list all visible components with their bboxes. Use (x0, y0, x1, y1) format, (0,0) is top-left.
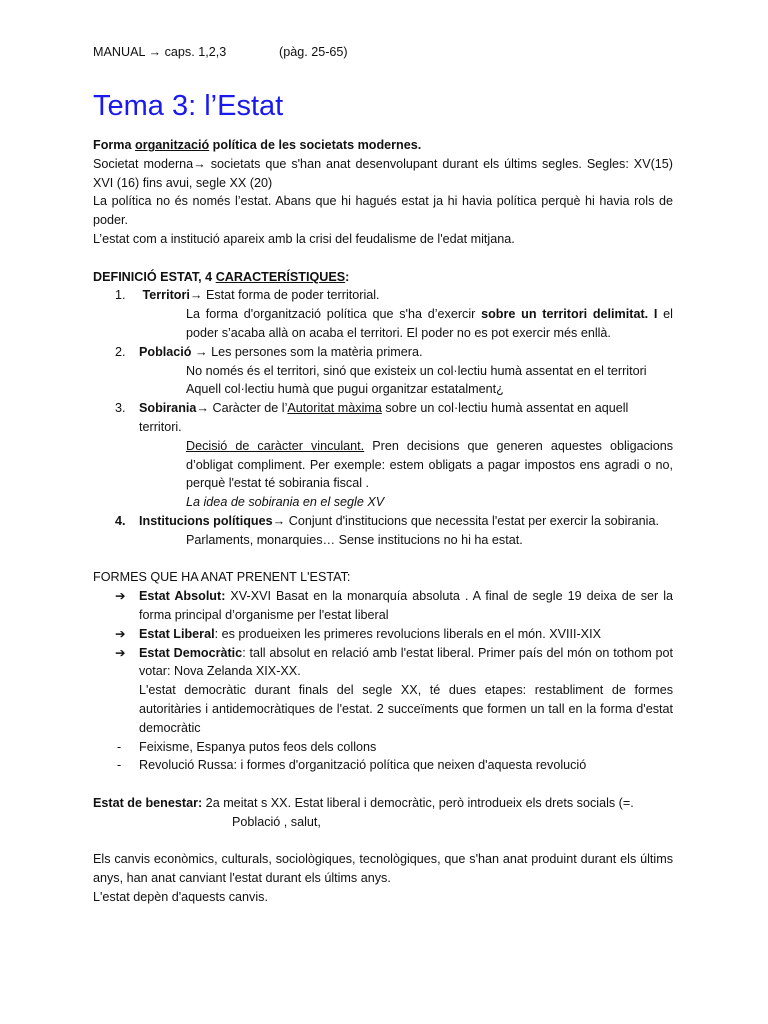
definicio-heading: DEFINICIÓ ESTAT, 4 CARACTERÍSTIQUES: (93, 269, 350, 284)
forma-estat-democratic: ➔ Estat Democràtic: tall absolut en relació amb l'estat liberal. Primer país del món on tothom pot votar: Nova Zelanda XIX-XX. (93, 644, 673, 682)
page-range: (pàg. 25-65) (279, 45, 348, 59)
arrow-bullet-icon: ➔ (115, 645, 126, 660)
estat-democratic-detail: L'estat democràtic durant finals del segle XX, té dues etapes: restabliment de formes autoritàries i antidemocràtiques de l'estat. 2 succeïments que formen un tall en la forma d'estat democràtic (139, 683, 673, 735)
document-body (93, 136, 673, 907)
institucions-detail: Parlaments, monarquies… Sense institucions no hi ha estat. (186, 532, 523, 547)
canvis-conclusion: L'estat depèn d'aquests canvis. (93, 889, 268, 904)
territori-detail: La forma d'organització política que s'ha d’exercir sobre un territori delimitat. I el poder s’acaba allà on acaba el territori. El poder no es pot exercir més enllà. (186, 307, 673, 340)
estat-benestar: Estat de benestar: 2a meitat s XX. Estat liberal i democràtic, però introdueix els drets socials (=. (93, 795, 634, 810)
definicio-item-institucions: 4. Institucions polítiques→ Conjunt d'institucions que necessita l'estat per exercir la sobirania. (115, 513, 659, 528)
forma-estat-liberal: ➔ Estat Liberal: es produeixen les primeres revolucions liberals en el món. XVIII-XIX (93, 625, 673, 644)
arrow-bullet-icon: ➔ (115, 626, 126, 641)
arrow-bullet-icon: ➔ (115, 589, 126, 604)
sobirania-detail: Decisió de caràcter vinculant. Pren decisions que generen aquestes obligacions d’obligat compliment. Per exemple: estem obligats a pagar impostos ens agradi o no, perquè l'estat té sobirania fiscal . (186, 438, 674, 491)
dash-item-revolucio-russa: - Revolució Russa: i formes d'organització política que neixen d'aquesta revolució (117, 758, 587, 773)
page-title: Tema 3: l’Estat (93, 90, 284, 122)
sobirania-note: La idea de sobirania en el segle XV (186, 495, 385, 510)
definicio-item-sobirania: 3. Sobirania→ Caràcter de l’Autoritat màxima sobre un col·lectiu humà assentat en aquell territori. (115, 401, 629, 434)
intro-societat: Societat moderna→ societats que s'han anat desenvolupant durant els últims segles. Segles: XV(15) XVI (16) fins avui, segle XX (20) (93, 156, 673, 190)
definicio-item-poblacio: 2. Població → Les persones som la matèria primera. (115, 344, 423, 359)
intro-institucio: L’estat com a institució apareix amb la crisi del feudalisme de l'edat mitjana. (93, 231, 515, 246)
poblacio-detail-1: No només és el territori, sinó que existeix un col·lectiu humà assentat en el territori (186, 363, 647, 378)
page-header (93, 43, 348, 62)
intro-forma: Forma organització política de les societats modernes. (93, 138, 422, 152)
definicio-item-territori: 1. Territori→ Estat forma de poder territorial. (115, 288, 380, 303)
intro-politica: La política no és només l’estat. Abans que hi hagués estat ja hi havia política perquè hi havia rols de poder. (93, 194, 673, 228)
estat-benestar-detail: Població , salut, (232, 814, 321, 829)
dash-item-feixisme: - Feixisme, Espanya putos feos dels collons (117, 739, 377, 754)
formes-heading: FORMES QUE HA ANAT PRENENT L'ESTAT: (93, 570, 351, 585)
manual-reference: MANUAL → caps. 1,2,3 (93, 45, 227, 59)
canvis-paragraph: Els canvis econòmics, culturals, sociològiques, tecnològiques, que s'han anat produint durant els últims anys, han anat canviant l'estat durant els últims anys. (93, 852, 673, 886)
poblacio-detail-2: Aquell col·lectiu humà que pugui organitzar estatalment¿ (186, 382, 504, 397)
forma-estat-absolut: ➔ Estat Absolut: XV-XVI Basat en la monarquía absoluta . A final de segle 19 deixa de ser la forma principal d’organisme per l'estat liberal (93, 587, 673, 625)
